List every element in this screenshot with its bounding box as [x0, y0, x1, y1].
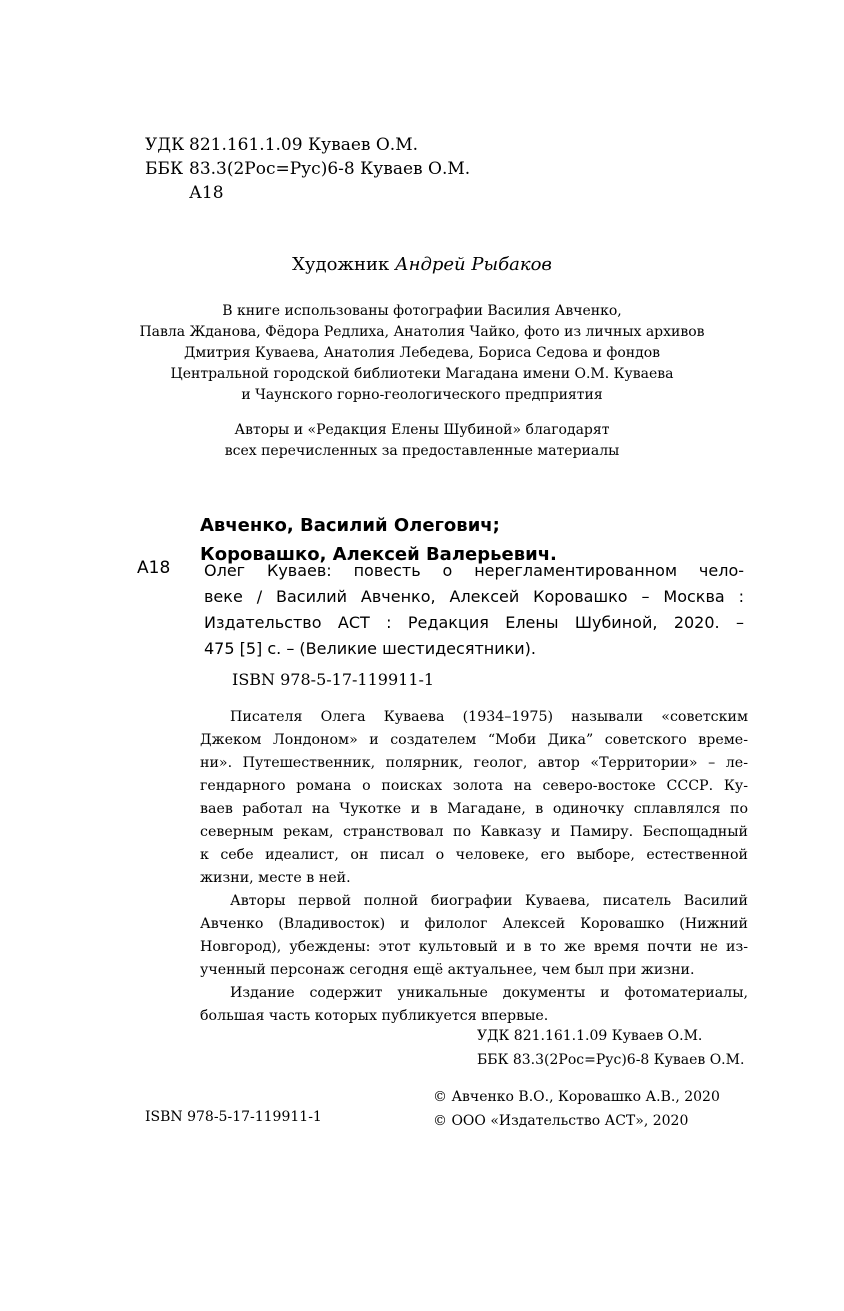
acknowledgement-line: всех перечисленных за предоставленные материалы — [224, 443, 620, 459]
author-mark: А18 — [189, 183, 224, 203]
footer-bbk: ББК 83.3(2Рос=Рус)6-8 Куваев О.М. — [477, 1052, 745, 1068]
bbk-label: ББК — [145, 159, 184, 179]
artist-label: Художник — [292, 254, 390, 275]
udk-value: 821.161.1.09 Куваев О.М. — [189, 135, 419, 155]
author-line: Коровашко, Алексей Валерьевич. — [200, 544, 557, 565]
bib-line: Издательство АСТ : Редакция Елены Шубиной, 2020. – — [204, 613, 744, 632]
footer-udk: УДК 821.161.1.09 Куваев О.М. — [477, 1028, 703, 1044]
photo-credits — [0, 301, 844, 406]
isbn-main: ISBN 978-5-17-119911-1 — [232, 670, 435, 689]
annotation-line: Джеком Лондоном» и создателем “Моби Дика” советского време- — [200, 732, 748, 748]
annotation-line: Авторы первой полной биографии Куваева, писатель Василий — [230, 893, 748, 909]
annotation-line: северным рекам, странствовал по Кавказу и Памиру. Беспощадный — [200, 824, 748, 840]
annotation-line: гендарного романа о поисках золота на северо-востоке СССР. Ку- — [200, 778, 748, 794]
annotation-line: большая часть которых публикуется впервые. — [200, 1008, 549, 1024]
udk-label: УДК — [145, 135, 185, 155]
classification-block — [145, 133, 470, 205]
annotation-line: Писателя Олега Куваева (1934–1975) называли «советским — [230, 709, 748, 725]
annotation-line: ваев работал на Чукотке и в Магадане, в одиночку сплавлялся по — [200, 801, 748, 817]
copyright-block — [433, 1085, 720, 1133]
annotation — [200, 706, 748, 1028]
annotation-line: Издание содержит уникальные документы и фотоматериалы, — [230, 985, 748, 1001]
annotation-line: ученный персонаж сегодня ещё актуальнее, чем был при жизни. — [200, 962, 695, 978]
bib-line: 475 [5] с. – (Великие шестидесятники). — [204, 639, 537, 658]
photo-credit-line: Дмитрия Куваева, Анатолия Лебедева, Бориса Седова и фондов — [183, 345, 661, 361]
acknowledgement — [0, 420, 844, 462]
bbk-line — [145, 157, 470, 181]
acknowledgement-line: Авторы и «Редакция Елены Шубиной» благодарят — [234, 422, 610, 438]
isbn-bottom: ISBN 978-5-17-119911-1 — [145, 1109, 322, 1125]
bbk-value: 83.3(2Рос=Рус)6-8 Куваев О.М. — [189, 159, 471, 179]
artist-credit — [0, 254, 844, 275]
bibliographic-description — [204, 558, 744, 662]
annotation-line: Новгород), убеждены: этот культовый и в то же время почти не из- — [200, 939, 748, 955]
annotation-line: жизни, месте в ней. — [200, 870, 351, 886]
udk-line — [145, 133, 470, 157]
photo-credit-line: Павла Жданова, Фёдора Редлиха, Анатолия Чайко, фото из личных архивов — [139, 324, 705, 340]
annotation-line: ни». Путешественник, полярник, геолог, автор «Территории» – ле- — [200, 755, 748, 771]
photo-credit-line: В книге использованы фотографии Василия Авченко, — [222, 303, 622, 319]
photo-credit-line: и Чаунского горно-геологического предприятия — [241, 387, 603, 403]
bib-line: Олег Куваев: повесть о нерегламентированном чело- — [204, 561, 744, 580]
photo-credit-line: Центральной городской библиотеки Магадана имени О.М. Куваева — [170, 366, 674, 382]
bib-author-code: А18 — [137, 558, 171, 578]
annotation-line: Авченко (Владивосток) и филолог Алексей Коровашко (Нижний — [200, 916, 748, 932]
author-line: Авченко, Василий Олегович; — [200, 515, 500, 536]
copyright-line: © ООО «Издательство АСТ», 2020 — [433, 1113, 689, 1129]
annotation-line: к себе идеалист, он писал о человеке, его выборе, естественной — [200, 847, 748, 863]
footer-classification — [477, 1024, 744, 1072]
copyright-line: © Авченко В.О., Коровашко А.В., 2020 — [433, 1089, 720, 1105]
artist-name: Андрей Рыбаков — [394, 254, 552, 275]
bib-line: веке / Василий Авченко, Алексей Коровашко – Москва : — [204, 587, 744, 606]
